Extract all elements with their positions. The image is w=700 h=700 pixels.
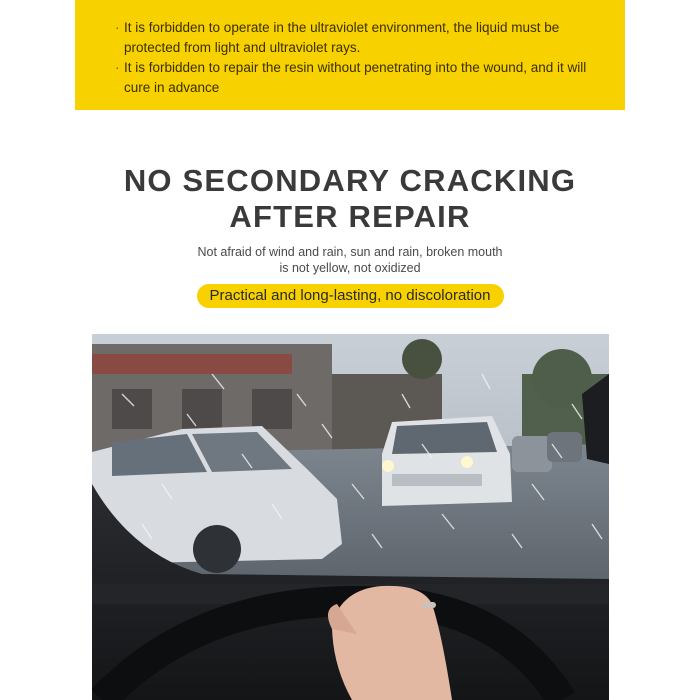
subtext xyxy=(0,244,700,276)
headline-line-2: AFTER REPAIR xyxy=(229,199,471,234)
bullet-icon: · xyxy=(115,60,120,75)
warning-item xyxy=(115,18,595,58)
warning-item xyxy=(115,58,595,98)
subtext-line-1: Not afraid of wind and rain, sun and rain, broken mouth xyxy=(197,245,503,259)
center-car xyxy=(382,416,512,506)
headline-line-1: NO SECONDARY CRACKING xyxy=(123,163,577,198)
subtext-line-2: is not yellow, not oxidized xyxy=(279,261,421,275)
hand xyxy=(328,586,452,700)
far-car xyxy=(512,436,552,472)
far-car xyxy=(547,432,582,462)
warning-text: It is forbidden to repair the resin without penetrating into the wound, and it will cure in advance xyxy=(124,60,587,95)
photo-illustration xyxy=(92,334,609,700)
warning-panel xyxy=(75,0,625,110)
bullet-icon: · xyxy=(115,20,120,35)
windshield-rain-photo xyxy=(92,334,609,700)
headline xyxy=(0,163,700,235)
warning-text: It is forbidden to operate in the ultraviolet environment, the liquid must be protected from light and ultraviolet rays. xyxy=(124,20,560,55)
feature-badge: Practical and long-lasting, no discoloration xyxy=(197,284,504,308)
badge-wrap xyxy=(0,284,700,308)
